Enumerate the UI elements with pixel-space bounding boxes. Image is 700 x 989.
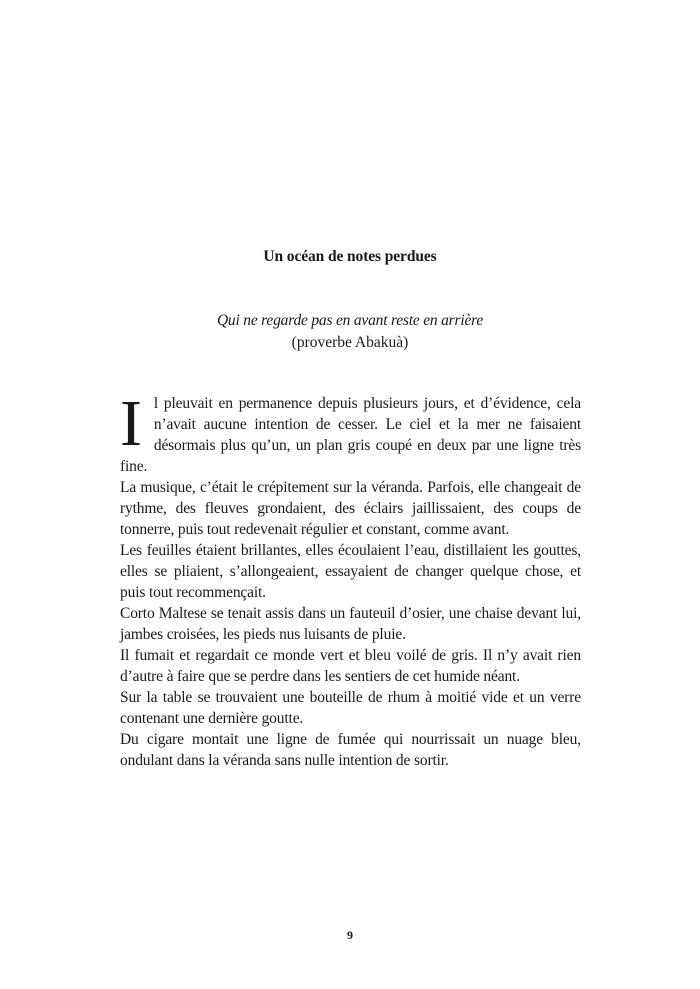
paragraph-3: Les feuilles étaient brillantes, elles écoulaient l’eau, distillaient les gouttes, elles se pliaient, s’allongeaient, essayaient de changer quelque chose, et puis tout recommençait.: [120, 542, 581, 601]
body-text: [120, 387, 581, 771]
epigraph: [0, 310, 700, 354]
paragraph-7: Du cigare montait une ligne de fumée qui nourrissait un nuage bleu, ondulant dans la véranda sans nulle intention de sortir.: [120, 731, 581, 769]
paragraph-1: [120, 387, 581, 477]
epigraph-attribution: (proverbe Abakuà): [291, 334, 409, 351]
drop-cap: I: [120, 387, 142, 460]
page-number: 9: [347, 928, 353, 942]
paragraph-5: Il fumait et regardait ce monde vert et bleu voilé de gris. Il n’y avait rien d’autre à faire que se perdre dans les sentiers de cet humide néant.: [120, 647, 581, 685]
paragraph-6: Sur la table se trouvaient une bouteille de rhum à moitié vide et un verre contenant une dernière goutte.: [120, 689, 581, 727]
paragraph-1-text: l pleuvait en permanence depuis plusieurs jours, et d’évidence, cela n’avait aucune intention de cesser. Le ciel et la mer ne faisaient désormais plus qu’un, un plan gris coupé en deux par une ligne très fine.: [120, 395, 581, 475]
paragraph-4: Corto Maltese se tenait assis dans un fauteuil d’osier, une chaise devant lui, jambes croisées, les pieds nus luisants de pluie.: [120, 605, 581, 643]
paragraph-2: La musique, c’était le crépitement sur la véranda. Parfois, elle changeait de rythme, des fleuves grondaient, des éclairs jaillissaient, des coups de tonnerre, puis tout redevenait régulier et constant, comme avant.: [120, 479, 581, 538]
epigraph-quote: Qui ne regarde pas en avant reste en arrière: [216, 312, 484, 329]
chapter-title: Un océan de notes perdues: [263, 248, 437, 265]
